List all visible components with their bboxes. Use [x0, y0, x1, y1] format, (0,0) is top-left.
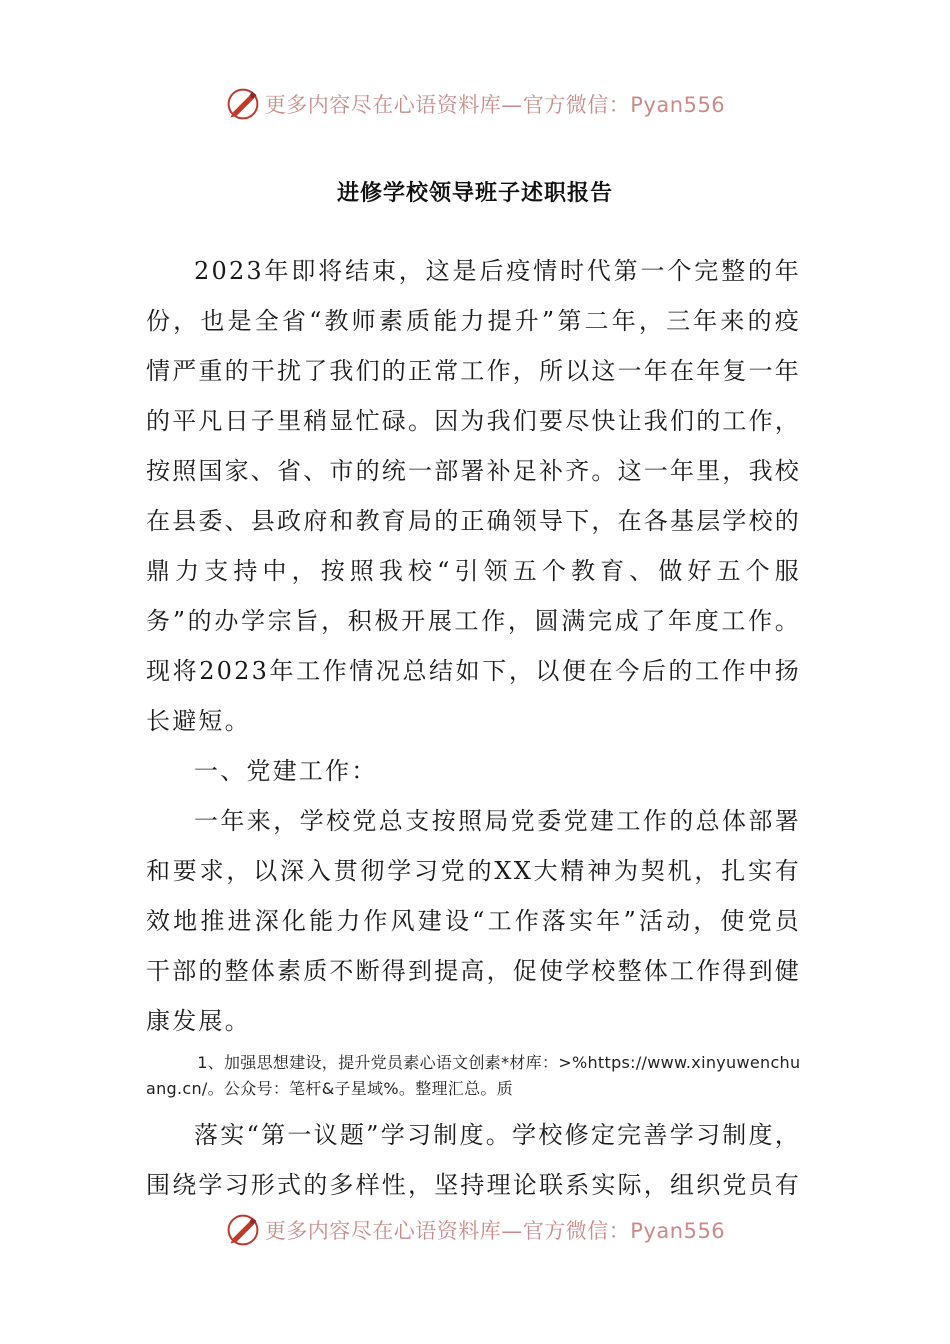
- intro-paragraph: 2023年即将结束，这是后疫情时代第一个完整的年份，也是全省“教师素质能力提升”第二年，三年来的疫情严重的干扰了我们的正常工作，所以这一年在年复一年的平凡日子里稍显忙碌。因为我们要尽快让我们的工作，按照国家、省、市的统一部署补足补齐。这一年里，我校在县委、县政府和教育局的正确领导下，在各基层学校的鼎力支持中，按照我校“引领五个教育、做好五个服务”的办学宗旨，积极开展工作，圆满完成了年度工作。现将2023年工作情况总结如下，以便在今后的工作中扬长避短。: [146, 257, 801, 735]
- pen-logo-icon: [225, 86, 261, 122]
- footer-banner: [0, 1208, 950, 1252]
- page-title: 进修学校领导班子述职报告: [336, 181, 613, 206]
- pen-logo-icon: [225, 1212, 261, 1248]
- section-1-paragraph: 一年来，学校党总支按照局党委党建工作的总体部署和要求，以深入贯彻学习党的XX大精神为契机，扎实有效地推进深化能力作风建设“工作落实年”活动，使党员干部的整体素质不断得到提高，促使学校整体工作得到健康发展。: [146, 807, 801, 1035]
- section-1-heading: 一、党建工作：: [194, 757, 378, 785]
- subsection-1-heading: 1、加强思想建设，提升党员素心语文创素*材库：>%https://www.xinyuwenchuang.cn/。公众号：笔杆&子星域%。整理汇总。质: [146, 1053, 801, 1098]
- subsection-1-paragraph: 落实“第一议题”学习制度。学校修定完善学习制度，围绕学习形式的多样性，坚持理论联系实际，组织党员有: [146, 1121, 801, 1199]
- footer-banner-text: 更多内容尽在心语资料库—官方微信：Pyan556: [264, 1219, 726, 1243]
- header-banner: [0, 82, 950, 126]
- header-banner-text: 更多内容尽在心语资料库—官方微信：Pyan556: [264, 93, 726, 117]
- document-body: [146, 246, 801, 1210]
